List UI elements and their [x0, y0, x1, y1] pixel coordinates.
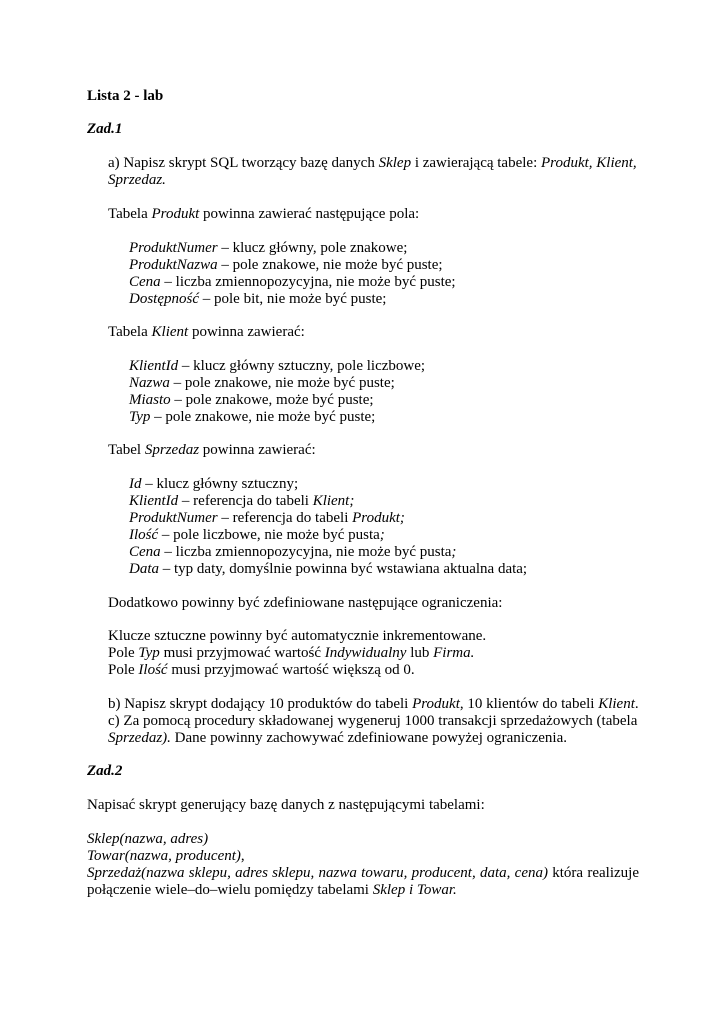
zad1-a-line2: Sprzedaz.	[108, 172, 166, 188]
constraint-ilosc: Pole Ilość musi przyjmować wartość większą od 0.	[108, 662, 415, 678]
zad2-table-towar: Towar(nazwa, producent),	[87, 848, 245, 864]
sprzedaz-field: Cena – liczba zmiennopozycyjna, nie może być pusta;	[129, 544, 457, 560]
sprzedaz-field: Ilość – pole liczbowe, nie może być pusta;	[129, 527, 385, 543]
klient-intro: Tabela Klient powinna zawierać:	[108, 324, 305, 340]
klient-field: KlientId – klucz główny sztuczny, pole liczbowe;	[129, 358, 426, 374]
zad2-relation-line: połączenie wiele–do–wielu pomiędzy tabelami Sklep i Towar.	[87, 882, 457, 898]
zad1-c-line2: Sprzedaz). Dane powinny zachowywać zdefiniowane powyżej ograniczenia.	[108, 730, 568, 746]
produkt-field: ProduktNumer – klucz główny, pole znakowe;	[129, 240, 408, 256]
zad1-heading: Zad.1	[87, 121, 123, 137]
zad1-a-line1: a) Napisz skrypt SQL tworzący bazę danych Sklep i zawierającą tabele: Produkt, Klient,	[108, 155, 637, 171]
zad1-c-line1: c) Za pomocą procedury składowanej wygeneruj 1000 transakcji sprzedażowych (tabela	[108, 713, 638, 729]
zad2-table-sklep: Sklep(nazwa, adres)	[87, 831, 209, 847]
sprzedaz-intro: Tabel Sprzedaz powinna zawierać:	[108, 442, 316, 458]
zad1-b-line: b) Napisz skrypt dodający 10 produktów do tabeli Produkt, 10 klientów do tabeli Klient.	[108, 696, 639, 712]
klient-field: Miasto – pole znakowe, może być puste;	[129, 392, 374, 408]
klient-field: Typ – pole znakowe, nie może być puste;	[129, 409, 376, 425]
sprzedaz-field: ProduktNumer – referencja do tabeli Produkt;	[129, 510, 405, 526]
zad2-intro: Napisać skrypt generujący bazę danych z następującymi tabelami:	[87, 797, 485, 813]
sprzedaz-field: Data – typ daty, domyślnie powinna być wstawiana aktualna data;	[129, 561, 528, 577]
sprzedaz-field: KlientId – referencja do tabeli Klient;	[129, 493, 355, 509]
document-title: Lista 2 - lab	[87, 88, 164, 104]
constraint-typ: Pole Typ musi przyjmować wartość Indywidualny lub Firma.	[108, 645, 475, 661]
constraint-autoincrement: Klucze sztuczne powinny być automatycznie inkrementowane.	[108, 628, 487, 644]
produkt-intro: Tabela Produkt powinna zawierać następujące pola:	[108, 206, 420, 222]
produkt-field: Dostępność – pole bit, nie może być puste;	[129, 291, 387, 307]
zad2-table-sprzedaz: Sprzedaż(nazwa sklepu, adres sklepu, nazwa towaru, producent, data, cena) która realizuje	[87, 865, 639, 881]
constraints-intro: Dodatkowo powinny być zdefiniowane następujące ograniczenia:	[108, 595, 503, 611]
sprzedaz-field: Id – klucz główny sztuczny;	[129, 476, 299, 492]
klient-field: Nazwa – pole znakowe, nie może być puste;	[129, 375, 395, 391]
produkt-field: ProduktNazwa – pole znakowe, nie może być puste;	[129, 257, 443, 273]
produkt-field: Cena – liczba zmiennopozycyjna, nie może być puste;	[129, 274, 456, 290]
zad2-heading: Zad.2	[87, 763, 123, 779]
